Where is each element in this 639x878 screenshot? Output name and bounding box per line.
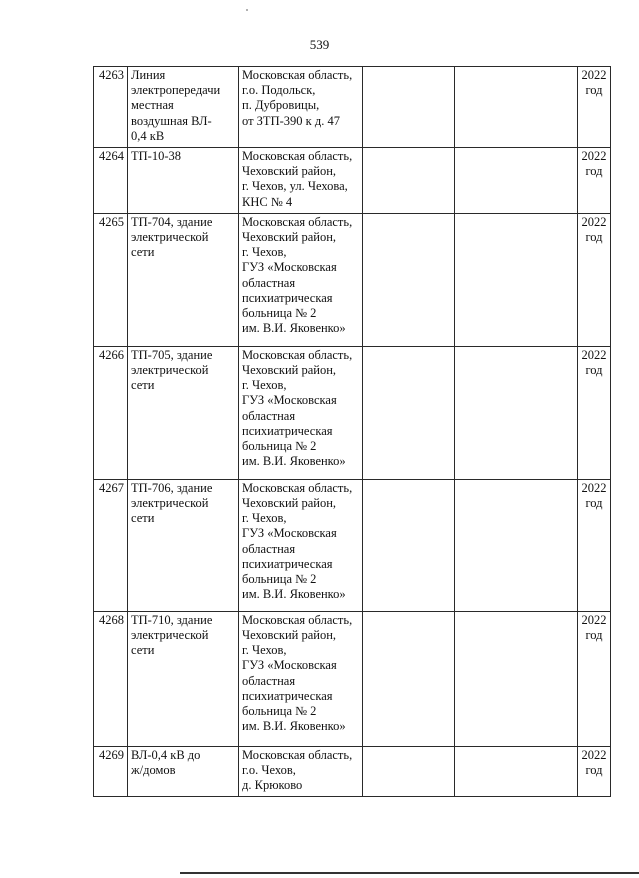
object-name: ТП-706, здание электрической сети [128, 479, 239, 611]
empty-cell [455, 346, 578, 479]
empty-cell [455, 746, 578, 797]
row-number: 4263 [94, 67, 128, 148]
year-cell: 2022 год [578, 67, 611, 148]
empty-cell [363, 67, 455, 148]
year-cell: 2022 год [578, 611, 611, 746]
object-name: ВЛ-0,4 кВ до ж/домов [128, 746, 239, 797]
year-cell: 2022 год [578, 479, 611, 611]
year-cell: 2022 год [578, 148, 611, 214]
empty-cell [363, 611, 455, 746]
row-number: 4265 [94, 213, 128, 346]
table-row [94, 611, 611, 746]
year-cell: 2022 год [578, 213, 611, 346]
object-name: Линия электропередачи местная воздушная ВЛ- 0,4 кВ [128, 67, 239, 148]
row-number: 4266 [94, 346, 128, 479]
scan-speck [246, 9, 248, 11]
object-address: Московская область, Чеховский район, г. Чехов, ГУЗ «Московская областная психиатрическая больница № 2 им. В.И. Яковенко» [239, 479, 363, 611]
object-name: ТП-10-38 [128, 148, 239, 214]
object-address: Московская область, Чеховский район, г. Чехов, ул. Чехова, КНС № 4 [239, 148, 363, 214]
row-number: 4264 [94, 148, 128, 214]
empty-cell [455, 611, 578, 746]
bottom-edge-line [180, 872, 639, 874]
object-name: ТП-710, здание электрической сети [128, 611, 239, 746]
page-number: 539 [309, 37, 330, 52]
year-cell: 2022 год [578, 346, 611, 479]
object-name: ТП-705, здание электрической сети [128, 346, 239, 479]
table-row [94, 148, 611, 214]
row-number: 4267 [94, 479, 128, 611]
object-name: ТП-704, здание электрической сети [128, 213, 239, 346]
year-cell: 2022 год [578, 746, 611, 797]
row-number: 4268 [94, 611, 128, 746]
object-address: Московская область, г.о. Подольск, п. Дубровицы, от ЗТП-390 к д. 47 [239, 67, 363, 148]
empty-cell [455, 213, 578, 346]
empty-cell [363, 148, 455, 214]
object-address: Московская область, Чеховский район, г. Чехов, ГУЗ «Московская областная психиатрическая больница № 2 им. В.И. Яковенко» [239, 346, 363, 479]
table-row [94, 213, 611, 346]
empty-cell [455, 67, 578, 148]
table-row [94, 479, 611, 611]
register-table [93, 66, 611, 797]
empty-cell [363, 479, 455, 611]
object-address: Московская область, Чеховский район, г. Чехов, ГУЗ «Московская областная психиатрическая больница № 2 им. В.И. Яковенко» [239, 213, 363, 346]
table-row [94, 67, 611, 148]
row-number: 4269 [94, 746, 128, 797]
table-row [94, 746, 611, 797]
empty-cell [363, 213, 455, 346]
empty-cell [455, 148, 578, 214]
empty-cell [455, 479, 578, 611]
empty-cell [363, 346, 455, 479]
empty-cell [363, 746, 455, 797]
object-address: Московская область, г.о. Чехов, д. Крюково [239, 746, 363, 797]
object-address: Московская область, Чеховский район, г. Чехов, ГУЗ «Московская областная психиатрическая больница № 2 им. В.И. Яковенко» [239, 611, 363, 746]
table-row [94, 346, 611, 479]
